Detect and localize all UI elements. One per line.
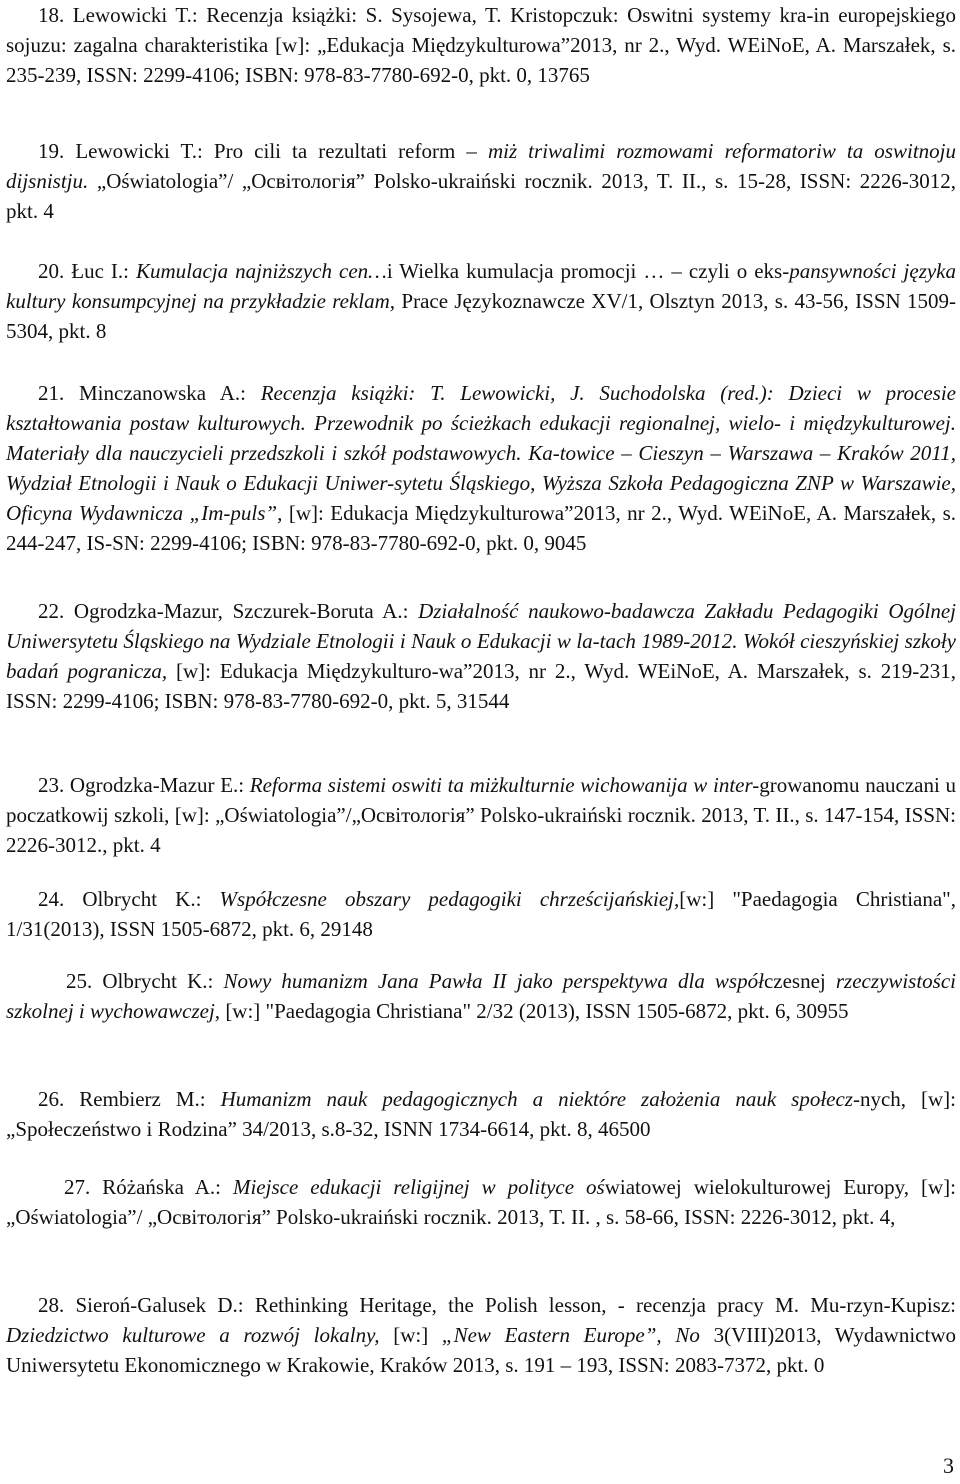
- italic-title-text: Kumulacja najniższych cen…: [136, 259, 387, 283]
- italic-title-text: Recenzja książki: T. Lewowicki, J. Suchodolska (red.): Dzieci w procesie kształtowania postaw kulturowych. Przewodnik po ścieżkach edukacji regionalnej, wielo- i międzykulturowej. Materiały dla nauczycieli przedszkoli i szkół podstawowych. Ka-towice – Cieszyn – Warszawa – Kraków 2011, Wydział Etnologii i Nauk o Edukacji Uniwer-sytetu Śląskiego, Wyższa Szkoła Pedagogiczna ZNP w Warszawie, Oficyna Wydawnicza „Im-puls”,: [6, 381, 956, 525]
- entry-text: [6, 139, 956, 223]
- citation-text: 3(VIII)2013, Wydawnictwo Uniwersytetu Ekonomicznego w Krakowie, Kraków 2013, s. 191 – 193, ISSN: 2083-7372, pkt. 0: [6, 1323, 956, 1377]
- entry-text: [6, 1293, 956, 1377]
- citation-text: Ogrodzka-Mazur E.:: [64, 773, 250, 797]
- bibliography-entry-25: [6, 966, 956, 1026]
- italic-title-text: Nowy humanizm Jana Pawła II jako perspektywa dla współ: [223, 969, 764, 993]
- italic-title-text: miż triwalimi rozmowami reformatoriw ta oswitnoju dijsnistju.: [6, 139, 956, 193]
- bibliography-entry-27: [6, 1172, 956, 1232]
- bibliography-entry-22: [6, 596, 956, 716]
- citation-text: [w]: Edukacja Międzykulturowa”2013, nr 2., Wyd. WEiNoE, A. Marszałek, s. 244-247, IS-SN: 2299-4106; ISBN: 978-83-7780-692-0, pkt. 0, 9045: [6, 501, 957, 555]
- bibliography-entry-24: [6, 884, 956, 944]
- citation-text: Olbrycht K.:: [64, 887, 220, 911]
- entry-text: [6, 1175, 956, 1229]
- entry-text: [6, 969, 956, 1023]
- citation-text: Łuc I.:: [64, 259, 136, 283]
- bibliography-entry-26: [6, 1084, 956, 1144]
- entry-text: [6, 1087, 956, 1141]
- citation-text: Różańska A.:: [90, 1175, 233, 1199]
- citation-text: Lewowicki T.: Recenzja książki: S. Sysojewa, T. Kristopczuk: Oswitni systemy kra-in europejskiego sojuzu: zagalna charakteristika [w]: „Edukacja Międzykulturowa”2013, nr 2., Wyd. WEiNoE, A. Marszałek, s. 235-239, ISSN: 2299-4106; ISBN: 978-83-7780-692-0, pkt. 0, 13765: [6, 3, 956, 87]
- entry-text: [6, 381, 956, 555]
- entry-text: [6, 773, 956, 857]
- citation-text: „Oświatologia”/ „Освітологія” Polsko-ukraiński rocznik. 2013, T. II., s. 15-28, ISSN: 2226-3012, pkt. 4: [6, 169, 956, 223]
- entry-number: 26.: [38, 1087, 65, 1111]
- entry-number: 25.: [66, 969, 93, 993]
- citation-text: nych, [w]: „Społeczeństwo i Rodzina” 34/2013, s.8-32, ISNN 1734-6614, pkt. 8, 46500: [6, 1087, 957, 1141]
- italic-title-text: Miejsce edukacji religijnej w polityce oś: [232, 1175, 605, 1199]
- entry-number: 22.: [38, 599, 65, 623]
- entry-text: [6, 599, 956, 713]
- citation-text: Olbrycht K.:: [92, 969, 224, 993]
- citation-text: [w:] "Paedagogia Christiana", 1/31(2013), ISSN 1505-6872, pkt. 6, 29148: [6, 887, 956, 941]
- citation-text: [w]: Edukacja Międzykulturo-wa”2013, nr 2., Wyd. WEiNoE, A. Marszałek, s. 219-231, ISSN: 2299-4106; ISBN: 978-83-7780-692-0, pkt. 5, 31544: [6, 659, 957, 713]
- entry-text: [6, 3, 956, 87]
- italic-title-text: pansywności języka kultury konsumpcyjnej na przykładzie reklam,: [6, 259, 957, 313]
- italic-title-text: Działalność naukowo-badawcza Zakładu Pedagogiki Ogólnej Uniwersytetu Śląskiego na Wydziale Etnologii i Nauk o Edukacji w la-tach 1989-2012. Wokół cieszyńskiej szkoły badań pogranicza,: [6, 599, 956, 683]
- entry-number: 21.: [38, 381, 65, 405]
- italic-title-text: Współczesne obszary pedagogiki chrześcijańskiej,: [219, 887, 680, 911]
- citation-text: Prace Językoznawcze XV/1, Olsztyn 2013, s. 43-56, ISSN 1509-5304, pkt. 8: [6, 289, 956, 343]
- citation-text: Minczanowska A.:: [64, 381, 261, 405]
- bibliography-entry-19: [6, 136, 956, 226]
- citation-text: growanomu nauczani u poczatkowij szkoli, [w]: „Oświatologia”/„Освітологія” Polsko-ukraiński rocznik. 2013, T. II., s. 147-154, ISSN: 2226-3012., pkt. 4: [6, 773, 956, 857]
- citation-text: czesnej: [763, 969, 836, 993]
- citation-text: Lewowicki T.: Pro cili ta rezultati reform –: [64, 139, 488, 163]
- entry-number: 28.: [38, 1293, 65, 1317]
- page-number: 3: [943, 1453, 954, 1478]
- entry-text: [6, 887, 956, 941]
- bibliography-entry-18: [6, 0, 956, 90]
- citation-text: i Wielka kumulacja promocji … – czyli o eks-: [386, 259, 790, 283]
- italic-title-text: Dziedzictwo kulturowe a rozwój lokalny,: [6, 1323, 380, 1347]
- citation-text: Ogrodzka-Mazur, Szczurek-Boruta A.:: [64, 599, 419, 623]
- bibliography-entry-28: [6, 1290, 956, 1380]
- bibliography-entry-21: [6, 378, 956, 558]
- italic-title-text: „New Eastern Europe”, No: [441, 1323, 700, 1347]
- italic-title-text: rzeczywistości szkolnej i wychowawczej,: [6, 969, 956, 1023]
- italic-title-text: Humanizm nauk pedagogicznych a niektóre założenia nauk społecz-: [220, 1087, 860, 1111]
- citation-text: [w:]: [379, 1323, 442, 1347]
- entry-number: 20.: [38, 259, 65, 283]
- citation-text: Rembierz M.:: [64, 1087, 221, 1111]
- bibliography-entry-23: [6, 770, 956, 860]
- entry-number: 24.: [38, 887, 65, 911]
- citation-text: Sieroń-Galusek D.: Rethinking Heritage, the Polish lesson, - recenzja pracy M. Mu-rzyn-Kupisz:: [64, 1293, 956, 1317]
- entry-number: 18.: [38, 3, 65, 27]
- entry-number: 23.: [38, 773, 65, 797]
- bibliography-entry-20: [6, 256, 956, 346]
- entry-text: [6, 259, 956, 343]
- entry-number: 27.: [64, 1175, 91, 1199]
- italic-title-text: Reforma sistemi oswiti ta miżkulturnie wichowanija w inter-: [249, 773, 760, 797]
- citation-text: wiatowej wielokulturowej Europy, [w]: „Oświatologia”/ „Освітологія” Polsko-ukraiński rocznik. 2013, T. II. , s. 58-66, ISSN: 2226-3012, pkt. 4,: [6, 1175, 957, 1229]
- citation-text: [w:] "Paedagogia Christiana" 2/32 (2013), ISSN 1505-6872, pkt. 6, 30955: [220, 999, 849, 1023]
- entry-number: 19.: [38, 139, 65, 163]
